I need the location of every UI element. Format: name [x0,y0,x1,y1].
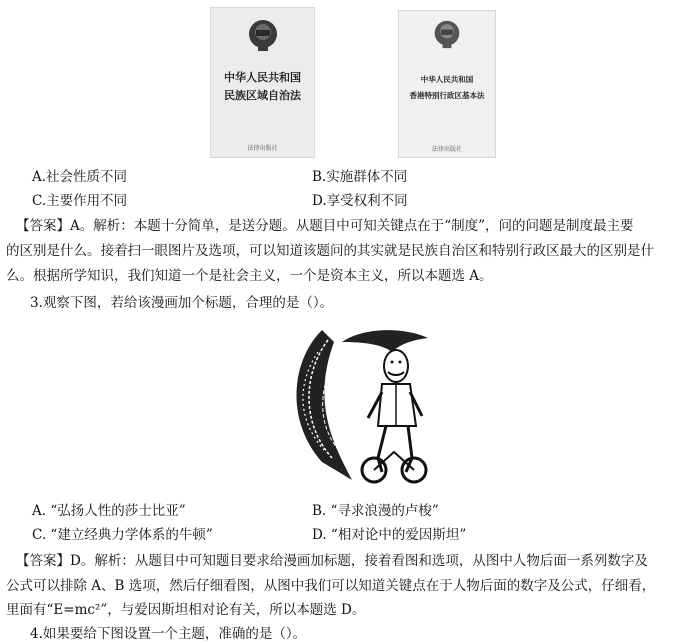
q3-option-d: D. “相对论中的爱因斯坦” [312,527,467,543]
q3-option-c: C. “建立经典力学体系的牛顿” [32,527,213,543]
book-cover-hk-basic-law [398,10,496,158]
q2-option-c: C.主要作用不同 [32,193,128,209]
q3-option-a: A. “弘扬人性的莎士比亚” [32,503,186,519]
q2-option-a: A.社会性质不同 [32,169,128,185]
q3-stem: 3.观察下图，若给该漫画加个标题，合理的是（）。 [30,295,334,311]
q3-answer-line-1: 【答案】D。解析：从题目中可知题目要求给漫画加标题，接着看图和选项，从图中人物后面一系列数字及 [16,553,648,569]
book2-publisher: 法律出版社 [431,146,462,153]
q4-stem: 4.如果要给下图设置一个主题，准确的是（）。 [30,626,307,642]
q3-option-b: B. “寻求浪漫的卢梭” [312,503,439,519]
q3-answer-line-3: 里面有“E=mc²”，与爱因斯坦相对论有关，所以本题选 D。 [6,602,366,618]
q2-answer-line-2: 的区别是什么。接着扫一眼图片及选项，可以知道该题问的其实就是民族自治区和特别行政区最大的区别是什 [6,243,654,259]
book1-title-line2: 民族区域自治法 [224,89,301,102]
einstein-cartoon-figure [282,322,430,490]
book1-title-line1: 中华人民共和国 [224,71,301,84]
national-emblem-icon [432,18,462,50]
q2-answer-line-1: 【答案】A。解析：本题十分简单，是送分题。从题目中可知关键点在于“制度”，问的问题是制度最主要 [16,218,634,234]
national-emblem-icon [246,17,280,53]
book2-title-line2: 香港特别行政区基本法 [409,91,485,100]
q2-option-d: D.享受权利不同 [312,193,408,209]
q2-answer-line-3: 么。根据所学知识，我们知道一个是社会主义，一个是资本主义，所以本题选 A。 [6,268,493,284]
book2-title-line1: 中华人民共和国 [420,75,474,84]
q3-answer-line-2: 公式可以排除 A、B 选项，然后仔细看图，从图中我们可以知道关键点在于人物后面的数字及公式，仔细看， [6,578,656,594]
q2-option-b: B.实施群体不同 [312,169,408,185]
book-cover-autonomy-law [210,7,315,158]
book1-publisher: 法律出版社 [247,145,278,152]
